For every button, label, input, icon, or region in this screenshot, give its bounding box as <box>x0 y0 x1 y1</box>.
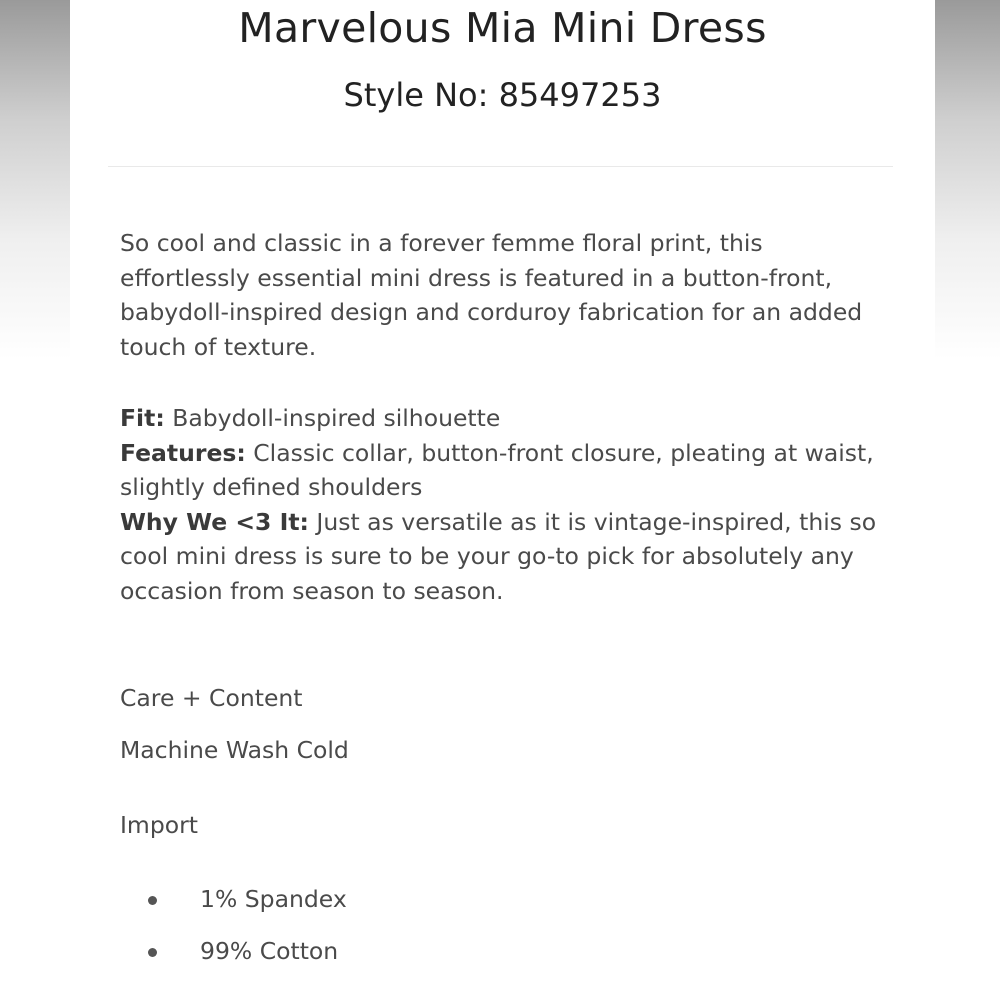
bullet-icon <box>148 948 157 957</box>
list-item <box>120 934 820 986</box>
why-label: Why We <3 It: <box>120 507 309 536</box>
product-info-panel <box>70 0 935 1000</box>
material-text: 1% Spandex <box>200 885 347 913</box>
bullet-icon <box>148 896 157 905</box>
features-label: Features: <box>120 438 246 467</box>
care-wash-instruction: Machine Wash Cold <box>120 736 349 764</box>
fit-label: Fit: <box>120 404 165 432</box>
features-line <box>120 436 890 505</box>
divider <box>108 166 893 167</box>
fit-line <box>120 401 890 436</box>
product-description: So cool and classic in a forever femme floral print, this effortlessly essential mini dress is featured in a button-front, babydoll-inspired design and corduroy fabrication for an added touch of texture. <box>120 229 863 361</box>
style-number: Style No: 85497253 <box>343 76 662 114</box>
list-item <box>120 882 820 934</box>
fit-value: Babydoll-inspired silhouette <box>164 404 501 432</box>
why-value: Just as versatile as it is vintage-inspired, this so cool mini dress is sure to be your go-to pick for absolutely any occasion from season to season. <box>120 507 877 605</box>
material-text: 99% Cotton <box>200 937 339 965</box>
care-content-heading: Care + Content <box>120 684 303 712</box>
materials-list <box>120 882 820 986</box>
origin-text: Import <box>120 811 198 839</box>
product-title: Marvelous Mia Mini Dress <box>238 4 767 52</box>
features-value: Classic collar, button-front closure, pleating at waist, slightly defined shoulders <box>120 438 874 501</box>
why-line <box>120 505 890 609</box>
product-details <box>120 401 890 608</box>
